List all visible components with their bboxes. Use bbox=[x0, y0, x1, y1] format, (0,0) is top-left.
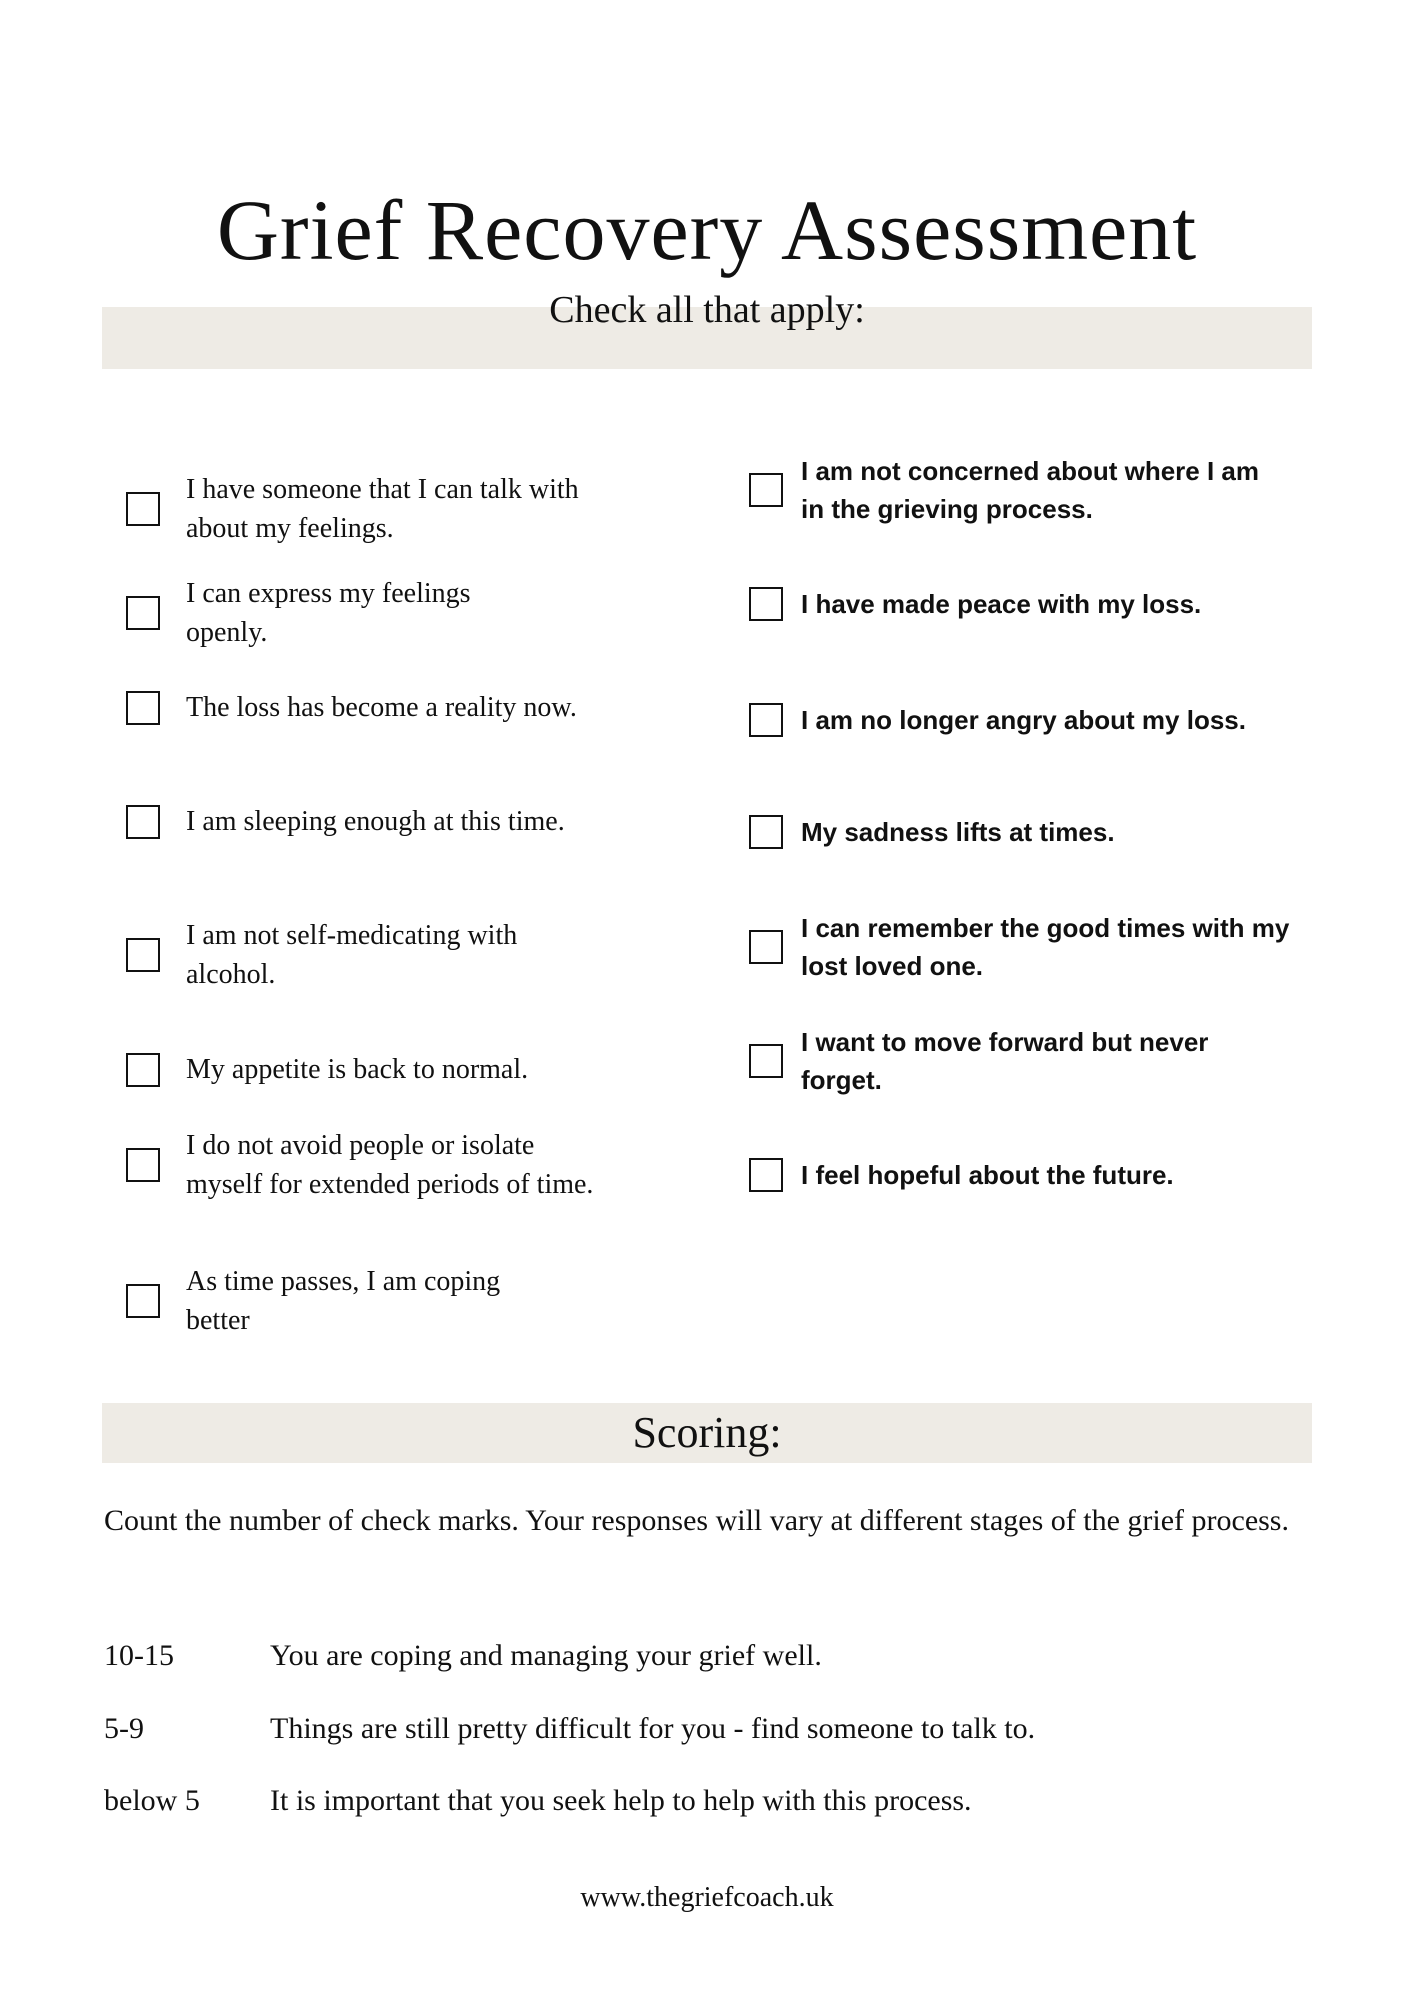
item-label: I have made peace with my loss. bbox=[801, 589, 1202, 619]
checkbox[interactable] bbox=[126, 492, 160, 526]
checklist-item[interactable] bbox=[126, 1126, 616, 1204]
checklist-item[interactable] bbox=[749, 909, 1309, 985]
checkbox[interactable] bbox=[126, 938, 160, 972]
item-label: The loss has become a reality now. bbox=[186, 692, 577, 723]
item-label: I feel hopeful about the future. bbox=[801, 1160, 1174, 1190]
checklist-item[interactable] bbox=[126, 688, 596, 727]
page-title: Grief Recovery Assessment bbox=[216, 182, 1198, 278]
item-label: I want to move forward but never forget. bbox=[801, 1027, 1209, 1095]
checkbox[interactable] bbox=[126, 596, 160, 630]
checklist-item[interactable] bbox=[749, 813, 1309, 851]
score-range: below 5 bbox=[104, 1784, 200, 1817]
checklist-item[interactable] bbox=[126, 802, 566, 841]
checklist-item[interactable] bbox=[749, 1023, 1269, 1099]
checkbox[interactable] bbox=[126, 1284, 160, 1318]
item-label: I do not avoid people or isolate myself for extended periods of time. bbox=[186, 1130, 594, 1200]
item-label: I am sleeping enough at this time. bbox=[186, 806, 565, 837]
subtitle: Check all that apply: bbox=[549, 289, 865, 331]
item-label: I can express my feelings openly. bbox=[186, 578, 471, 648]
item-label: I am not concerned about where I am in the grieving process. bbox=[801, 456, 1259, 524]
checkbox[interactable] bbox=[126, 691, 160, 725]
footer-url: www.thegriefcoach.uk bbox=[580, 1882, 834, 1913]
scoring-instructions: Count the number of check marks. Your responses will vary at different stages of the grief process. bbox=[104, 1504, 1289, 1537]
item-label: I can remember the good times with my lost loved one. bbox=[801, 913, 1290, 981]
checkbox[interactable] bbox=[749, 815, 783, 849]
checkbox[interactable] bbox=[749, 930, 783, 964]
item-label: My sadness lifts at times. bbox=[801, 817, 1115, 847]
checklist-item[interactable] bbox=[749, 585, 1309, 623]
checklist-item[interactable] bbox=[126, 1262, 566, 1340]
checklist-item[interactable] bbox=[126, 470, 596, 548]
score-range: 5-9 bbox=[104, 1712, 144, 1745]
checkbox[interactable] bbox=[749, 703, 783, 737]
item-label: My appetite is back to normal. bbox=[186, 1054, 529, 1085]
score-text: It is important that you seek help to help with this process. bbox=[270, 1784, 972, 1817]
checkbox[interactable] bbox=[126, 1148, 160, 1182]
score-row bbox=[104, 1636, 822, 1676]
item-label: I am not self-medicating with alcohol. bbox=[186, 920, 518, 990]
checklist-item[interactable] bbox=[749, 701, 1309, 739]
item-label: I am no longer angry about my loss. bbox=[801, 705, 1246, 735]
checklist-item[interactable] bbox=[749, 1156, 1309, 1194]
checklist-item[interactable] bbox=[749, 452, 1289, 528]
checkbox[interactable] bbox=[749, 1044, 783, 1078]
checkbox[interactable] bbox=[749, 473, 783, 507]
checkbox[interactable] bbox=[749, 587, 783, 621]
score-row bbox=[104, 1709, 1035, 1749]
score-range: 10-15 bbox=[104, 1639, 174, 1672]
score-text: You are coping and managing your grief well. bbox=[270, 1639, 822, 1672]
checkbox[interactable] bbox=[126, 805, 160, 839]
score-text: Things are still pretty difficult for you - find someone to talk to. bbox=[270, 1712, 1036, 1745]
checkbox[interactable] bbox=[126, 1053, 160, 1087]
score-row bbox=[104, 1781, 972, 1821]
item-label: As time passes, I am coping better bbox=[186, 1266, 501, 1336]
item-label: I have someone that I can talk with about my feelings. bbox=[186, 474, 579, 544]
checklist-item[interactable] bbox=[126, 574, 506, 652]
checklist-item[interactable] bbox=[126, 916, 596, 994]
scoring-title: Scoring: bbox=[632, 1408, 782, 1457]
checkbox[interactable] bbox=[749, 1158, 783, 1192]
checklist-item[interactable] bbox=[126, 1050, 626, 1089]
